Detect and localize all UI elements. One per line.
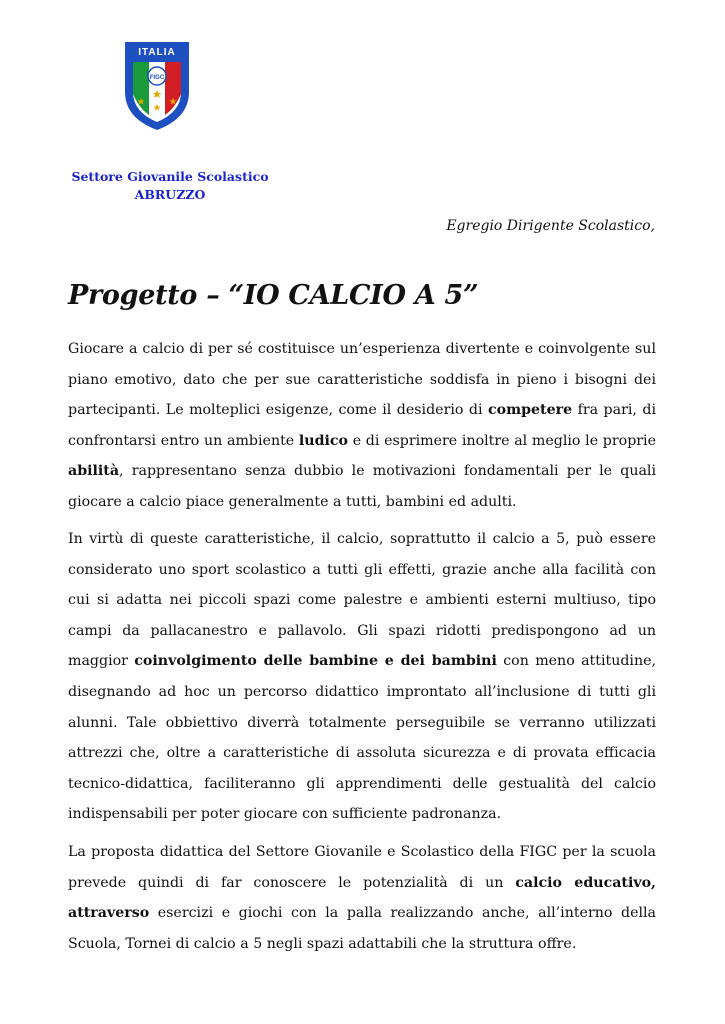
emphasis-coinvolgimento: coinvolgimento delle bambine e dei bambini <box>134 653 497 670</box>
paragraph-1: Giocare a calcio di per sé costituisce un’esperienza divertente e coinvolgente sul piano emotivo, dato che per sue caratteristiche soddisfa in pieno i bisogni dei partecipanti. Le molteplici esigenze, come il desiderio di competere fra pari, di confrontarsi entro un ambiente ludico e di esprimere inoltre al meglio le proprie abilità, rappresentano senza dubbio le motivazioni fondamentali per le quali giocare a calcio piace generalmente a tutti, bambini ed adulti. <box>68 341 657 510</box>
org-region: ABRUZZO <box>134 187 206 202</box>
org-name: Settore Giovanile Scolastico <box>71 169 269 184</box>
emphasis-ludico: ludico <box>298 432 348 449</box>
salutation: Egregio Dirigente Scolastico, <box>446 218 655 234</box>
organization-heading <box>60 168 280 204</box>
logo-badge-text: FIGC <box>149 75 165 81</box>
logo-italia-text: ITALIA <box>138 47 176 58</box>
document-title: Progetto – “IO CALCIO A 5” <box>68 280 479 311</box>
figc-italia-logo <box>121 40 193 132</box>
paragraph-3: La proposta didattica del Settore Giovanile e Scolastico della FIGC per la scuola prevede quindi di far conoscere le potenzialità di un calcio educativo, attraverso esercizi e giochi con la palla realizzando anche, all’interno della Scuola, Tornei di calcio a 5 negli spazi adattabili che la struttura offre. <box>68 844 656 952</box>
emphasis-abilita: abilità <box>68 463 120 480</box>
emphasis-calcio-educativo: calcio educativo, attraverso <box>68 874 656 922</box>
emphasis-competere: competere <box>487 402 573 419</box>
paragraph-2: In virtù di queste caratteristiche, il calcio, soprattutto il calcio a 5, può essere considerato uno sport scolastico a tutti gli effetti, grazie anche alla facilità con cui si adatta nei piccoli spazi come palestre e ambienti esterni multiuso, tipo campi da pallacanestro e pallavolo. Gli spazi ridotti predispongono ad un maggior coinvolgimento delle bambine e dei bambini con meno attitudine, disegnando ad hoc un percorso didattico improntato all’inclusione di tutti gli alunni. Tale obbiettivo diverrà totalmente perseguibile se verranno utilizzati attrezzi che, oltre a caratteristiche di assoluta sicurezza e di provata efficacia tecnico-didattica, faciliteranno gli apprendimenti delle gestualità del calcio indispensabili per poter giocare con sufficiente padronanza. <box>68 531 656 823</box>
